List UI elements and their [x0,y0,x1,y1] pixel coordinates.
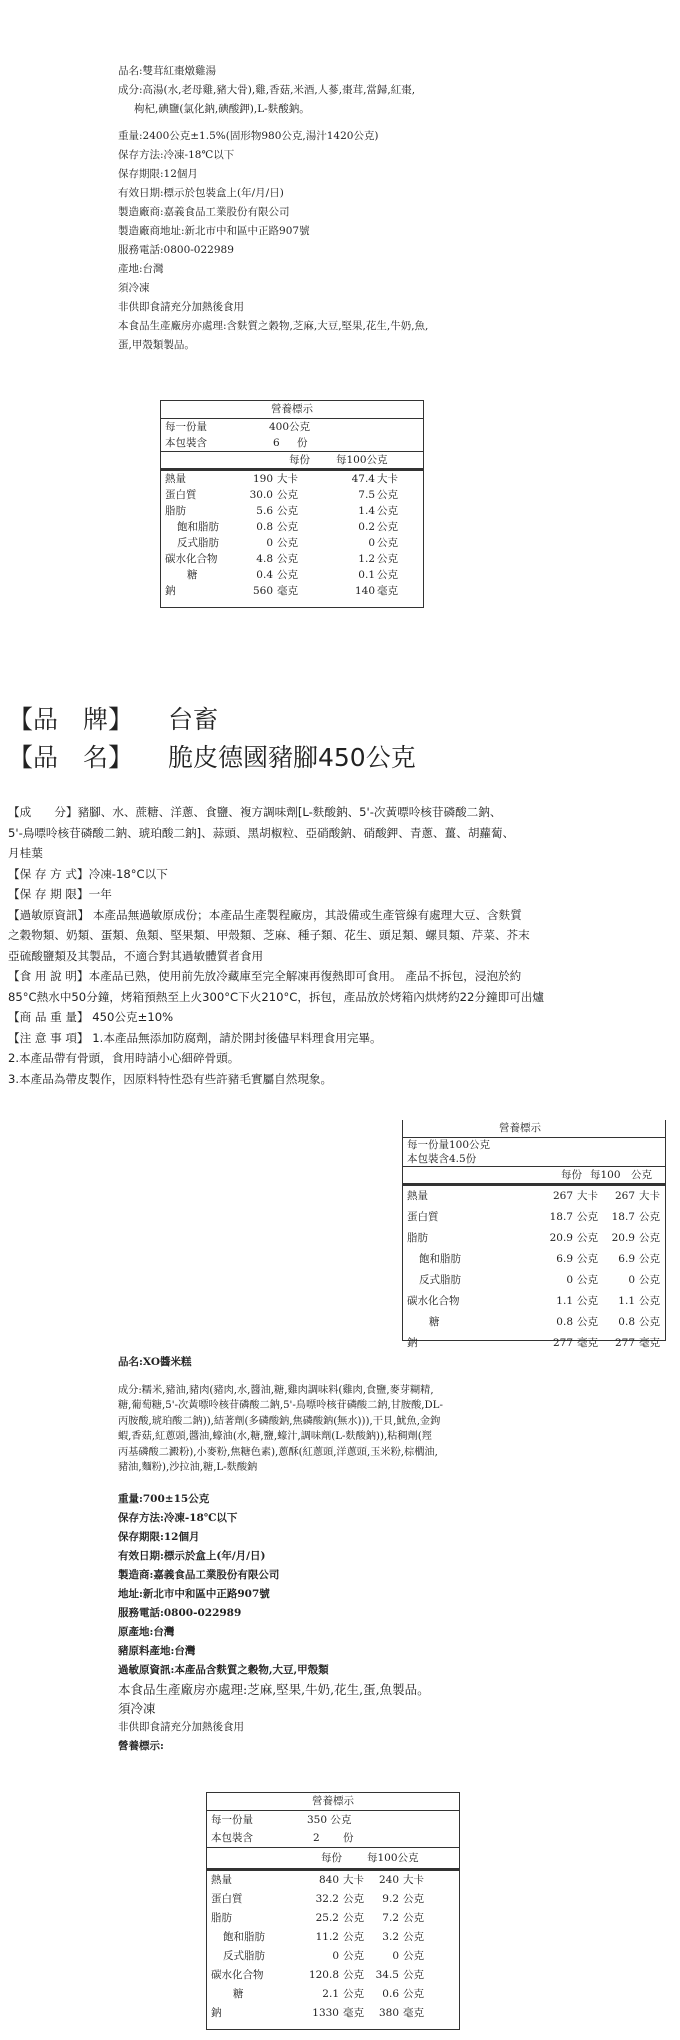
per-100-unit: 公克 [639,1232,660,1244]
info-line: 5'-鳥嘌呤核苷磷酸二鈉、琥珀酸二鈉]、蒜頭、黑胡椒粒、亞硝酸鈉、硝酸鉀、青蔥、薑、胡蘿蔔、 [8,825,515,840]
per-serving-value: 267 [552,1190,573,1202]
info-line: 地址:新北市中和區中正路907號 [118,1587,270,1600]
per-100-unit: 大卡 [639,1190,660,1202]
info-line: 枸杞,碘鹽(氯化鈉,碘酸鉀),L-麩酸鈉。 [134,103,310,115]
per-serving-unit: 公克 [277,505,298,517]
per-serving-unit: 公克 [577,1211,598,1223]
per-serving-unit: 公克 [577,1232,598,1244]
per-serving-value: 18.7 [549,1211,573,1223]
per-100-unit: 公克 [403,1931,424,1943]
per-100-unit: 公克 [403,1893,424,1905]
servings-row [161,435,423,451]
nutrient-name: 反式脂肪 [177,537,219,549]
per-serving-unit: 公克 [343,1950,364,1962]
pork-info-body [8,802,672,1089]
nutrition-row [161,487,423,503]
nutrition-row [161,471,423,487]
info-line: 85°C熱水中50分鐘，烤箱預熱至上火300°C下火210°C，拆包，產品放於烤箱內烘烤約22分鐘即可出爐 [8,989,544,1004]
per-100-value: 9.2 [382,1893,399,1905]
info-line: 服務電話:0800-022989 [118,1606,242,1619]
nutrition-row [403,1249,665,1270]
per-serving-unit: 公克 [343,1988,364,2000]
info-line: 服務電話:0800-022989 [118,244,234,256]
per-serving-unit: 毫克 [577,1337,598,1349]
info-line: 製造商:嘉義食品工業股份有限公司 [118,1568,280,1581]
nutrient-name: 糖 [187,569,198,581]
info-line: 須冷凍 [118,282,150,294]
serving-row [161,419,423,435]
info-line: 原產地:台灣 [118,1625,175,1638]
info-line-large: 本食品生產廠房亦處理:芝麻,堅果,牛奶,花生,蛋,魚製品。 [118,1681,430,1697]
per-100-value: 34.5 [375,1969,399,1981]
nutrient-name: 熱量 [165,473,186,485]
per-100-unit: 公克 [377,489,398,501]
info-line: 品名:雙茸紅棗燉雞湯 [118,65,217,77]
per-serving-unit: 公克 [577,1274,598,1286]
per-100-unit: 公克 [403,1969,424,1981]
per-100-unit: 公克 [639,1295,660,1307]
per-serving-unit: 毫克 [343,2007,364,2019]
per-serving-value: 6.9 [556,1253,573,1265]
info-line: 非供即食請充分加熱後食用 [118,301,244,313]
nutrition-row [161,503,423,519]
nutrient-name: 反式脂肪 [223,1950,265,1962]
nutrient-name: 熱量 [407,1190,428,1202]
nutrition-row [403,1228,665,1249]
servings-unit: 份 [343,1832,354,1844]
nutrition-row [403,1270,665,1291]
xo-info-lines [118,1355,588,1756]
per-serving-value: 840 [318,1874,339,1886]
per-100-value: 0.8 [618,1316,635,1328]
col-per-100: 每100公克 [367,1852,419,1864]
per-100-unit: 公克 [377,505,398,517]
nutrition-title: 營養標示 [403,1120,665,1138]
per-100-value: 7.2 [382,1912,399,1924]
per-serving-unit: 公克 [343,1931,364,1943]
per-100-unit: 公克 [377,537,398,549]
brand-label: 【品 牌】 [8,705,134,734]
per-serving-value: 560 [252,585,273,597]
servings-row [403,1152,665,1166]
per-100-unit: 毫克 [639,1337,660,1349]
serving-value: 400公克 [269,421,311,433]
per-100-unit: 公克 [377,521,398,533]
frozen-note: 須冷凍 [118,1700,156,1716]
nutrient-name: 熱量 [211,1874,232,1886]
per-serving-unit: 毫克 [277,585,298,597]
nutrition-row [161,519,423,535]
per-100-unit: 公克 [639,1253,660,1265]
nutrition-rows [161,471,423,599]
per-100-unit: 毫克 [403,2007,424,2019]
nutrient-name: 飽和脂肪 [177,521,219,533]
per-serving-unit: 公克 [577,1316,598,1328]
nutrient-name: 糖 [429,1316,440,1328]
info-line: 【過敏原資訊】 本產品無過敏原成份；本產品生產製程廠房，其設備或生產管線有處理大豆、含麩質 [8,907,522,922]
servings-label: 本包裝含 [211,1832,253,1844]
info-line: 有效日期:標示於盒上(年/月/日) [118,1549,266,1562]
per-100-value: 277 [614,1337,635,1349]
per-100-value: 0 [368,537,375,549]
nutrition-row [207,1928,459,1947]
per-serving-value: 30.0 [249,489,273,501]
nutrition-row [161,535,423,551]
per-100-value: 240 [378,1874,399,1886]
per-100-unit: 公克 [377,569,398,581]
serving-label: 每一份量100公克 [407,1139,491,1151]
nutrition-row [161,567,423,583]
per-serving-unit: 公克 [577,1295,598,1307]
info-line: 【注 意 事 項】 1.本產品無添加防腐劑，請於開封後儘早料理食用完畢。 [8,1030,382,1045]
nutrition-row [161,583,423,599]
brand-value: 台畜 [168,705,219,734]
nutrient-name: 碳水化合物 [211,1969,264,1981]
nutrition-table-pork [402,1120,666,1349]
nutrition-rows [403,1186,665,1354]
info-line: 產地:台灣 [118,263,164,275]
per-100-value: 0.1 [358,569,375,581]
per-serving-unit: 大卡 [577,1190,598,1202]
info-line: 2.本產品帶有骨頭，食用時請小心細碎骨頭。 [8,1051,240,1065]
info-line: 有效日期:標示於包裝盒上(年/月/日) [118,187,284,199]
nutrition-title: 營養標示 [207,1793,459,1811]
info-line: 【食 用 說 明】本產品已熟，使用前先放冷藏庫至完全解凍再復熱即可食用。 產品不拆包，浸泡於約 [8,969,522,983]
info-line: 保存期限:12個月 [118,1530,200,1543]
per-100-value: 6.9 [618,1253,635,1265]
per-100-unit: 毫克 [377,585,398,597]
per-100-value: 1.2 [358,553,375,565]
nutrition-table-xo [206,1792,460,2030]
ingredient-line: 丙基磷酸二澱粉),小麥粉,焦糖色素),蔥酥(紅蔥頭,洋蔥頭,玉米粉,棕櫚油, [118,1446,438,1458]
nutrition-title: 營養標示 [161,401,423,419]
info-line: 【成 分】豬腳、水、蔗糖、洋蔥、食鹽、複方調味劑[L-麩酸鈉、5'-次黃嘌呤核苷磷酸二鈉、 [8,805,502,819]
col-per-100: 每100公克 [336,454,388,466]
soup-info-lines [118,62,598,355]
per-serving-unit: 公克 [577,1253,598,1265]
nutrition-label: 營養標示: [118,1739,164,1752]
col-per-100: 每100 公克 [590,1169,653,1181]
per-serving-value: 0.8 [556,1316,573,1328]
nutrient-name: 脂肪 [407,1232,428,1244]
per-100-value: 7.5 [358,489,375,501]
info-line: 成分:高湯(水,老母雞,豬大骨),雞,香菇,米酒,人蔘,棗茸,當歸,紅棗, [118,84,416,96]
nutrition-row [207,1985,459,2004]
nutrient-name: 飽和脂肪 [419,1253,461,1265]
col-per-serving: 每份 [289,454,310,466]
nutrient-name: 糖 [233,1988,244,2000]
per-100-value: 47.4 [351,473,375,485]
ingredient-line: 豬油,麵粉),沙拉油,糖,L-麩酸鈉 [118,1462,258,1473]
per-serving-unit: 公克 [343,1893,364,1905]
nutrient-name: 蛋白質 [165,489,197,501]
nutrient-name: 蛋白質 [211,1893,243,1905]
nutrient-name: 鈉 [211,2007,222,2019]
nutrient-name: 鈉 [407,1337,418,1349]
per-100-value: 1.4 [358,505,375,517]
column-header-row [161,451,423,468]
serving-label: 每一份量 [211,1814,253,1826]
per-100-unit: 公克 [639,1274,660,1286]
per-100-value: 0.2 [358,521,375,533]
serving-value: 350 公克 [307,1814,352,1826]
col-per-serving: 每份 [321,1852,342,1864]
per-serving-unit: 公克 [277,489,298,501]
per-serving-value: 277 [552,1337,573,1349]
info-line: 重量:700±15公克 [118,1492,210,1505]
per-serving-value: 4.8 [256,553,273,565]
per-serving-value: 0.4 [256,569,273,581]
per-100-unit: 公克 [403,1912,424,1924]
nutrient-name: 飽和脂肪 [223,1931,265,1943]
per-100-unit: 大卡 [403,1874,424,1886]
name-label: 【品 名】 [8,743,134,772]
nutrient-name: 鈉 [165,585,176,597]
nutrition-row [207,1947,459,1966]
per-100-value: 0.6 [382,1988,399,2000]
per-serving-value: 1.1 [556,1295,573,1307]
info-line: 製造廠商地址:新北市中和區中正路907號 [118,225,310,237]
per-serving-value: 120.8 [308,1969,339,1981]
per-100-value: 140 [354,585,375,597]
info-line: 3.本產品為帶皮製作，因原料特性恐有些許豬毛實屬自然現象。 [8,1071,333,1086]
servings-value: 2 [313,1832,320,1844]
per-serving-value: 11.2 [315,1931,339,1943]
per-100-unit: 公克 [403,1988,424,2000]
serving-row [207,1811,459,1829]
per-serving-unit: 公克 [343,1912,364,1924]
servings-unit: 份 [297,437,308,449]
servings-row [207,1829,459,1847]
per-serving-value: 1330 [312,2007,339,2019]
nutrient-name: 碳水化合物 [165,553,218,565]
nutrition-row [403,1291,665,1312]
info-line: 保存方法:冷凍-18℃以下 [118,1511,238,1524]
per-serving-value: 0 [566,1274,573,1286]
servings-label: 本包裝含 [165,437,207,449]
servings-value: 6 [273,437,280,449]
per-100-unit: 公克 [377,553,398,565]
info-line: 【保 存 方 式】冷凍-18°C以下 [8,866,168,881]
per-100-value: 1.1 [618,1295,635,1307]
column-header-row [403,1166,665,1183]
info-line: 月桂葉 [8,846,43,860]
info-line: 豬原料產地:台灣 [118,1644,196,1657]
serving-label: 每一份量 [165,421,207,433]
per-serving-value: 190 [252,473,273,485]
per-serving-unit: 公克 [343,1969,364,1981]
info-line: 【商 品 重 量】 450公克±10% [8,1010,174,1024]
info-line: 保存方法:冷凍-18℃以下 [118,149,235,161]
per-100-value: 0 [628,1274,635,1286]
nutrient-name: 蛋白質 [407,1211,439,1223]
nutrition-row [161,551,423,567]
per-serving-value: 2.1 [322,1988,339,2000]
nutrition-row [403,1207,665,1228]
name-value: 脆皮德國豬腳450公克 [168,743,416,772]
nutrition-row [403,1186,665,1207]
per-serving-value: 0 [266,537,273,549]
nutrition-row [207,1909,459,1928]
per-serving-unit: 公克 [277,569,298,581]
ingredient-line: 丙胺酸,琥珀酸二鈉)),結著劑(多磷酸鈉,焦磷酸鈉(無水))),干貝,魷魚,金鉤 [118,1415,441,1427]
nutrition-row [207,1871,459,1890]
info-line: 亞硫酸鹽類及其製品，不適合對其過敏體質者食用 [8,948,264,963]
info-line: 蛋,甲殼類製品。 [118,339,195,351]
nutrition-row [207,1966,459,1985]
per-100-unit: 大卡 [377,473,398,485]
per-100-value: 3.2 [382,1931,399,1943]
per-100-unit: 公克 [639,1211,660,1223]
nutrition-table-soup [160,400,424,608]
per-100-value: 267 [614,1190,635,1202]
nutrient-name: 反式脂肪 [419,1274,461,1286]
column-header-row [207,1847,459,1868]
info-line: 製造廠商:嘉義食品工業股份有限公司 [118,206,290,218]
per-100-value: 20.9 [611,1232,635,1244]
info-line: 保存期限:12個月 [118,168,198,180]
nutrient-name: 脂肪 [165,505,186,517]
nutrition-row [207,2004,459,2023]
ingredient-line: 成分:糯米,豬油,豬肉(豬肉,水,醬油,糖,雞肉調味料(雞肉,食鹽,麥芽糊精, [118,1384,434,1396]
info-line: 本食品生產廠房亦處理:含麩質之穀物,芝麻,大豆,堅果,花生,牛奶,魚, [118,320,429,332]
per-100-value: 0 [392,1950,399,1962]
nutrition-row [207,1890,459,1909]
per-serving-unit: 公克 [277,537,298,549]
per-serving-value: 32.2 [315,1893,339,1905]
ingredient-line: 糖,葡萄糖,5'-次黃嘌呤核苷磷酸二鈉,5'-鳥嘌呤核苷磷酸二鈉,甘胺酸,DL- [118,1400,443,1411]
serving-row [403,1138,665,1152]
nutrition-rows [207,1871,459,2023]
per-serving-unit: 大卡 [343,1874,364,1886]
servings-label: 本包裝含4.5份 [407,1153,477,1165]
nutrient-name: 脂肪 [211,1912,232,1924]
per-100-value: 380 [378,2007,399,2019]
per-serving-value: 20.9 [549,1232,573,1244]
per-100-value: 18.7 [611,1211,635,1223]
per-serving-unit: 公克 [277,553,298,565]
product-title: 品名:XO醬米糕 [118,1356,192,1368]
per-serving-value: 0 [332,1950,339,1962]
heat-note: 非供即食請充分加熱後食用 [118,1720,244,1733]
ingredient-line: 蝦,香菇,紅蔥頭,醬油,蠔油(水,糖,鹽,蠔汁,調味劑(L-麩酸鈉)),粘稠劑(羥 [118,1431,432,1442]
per-100-unit: 公克 [639,1316,660,1328]
nutrition-row [403,1312,665,1333]
per-serving-value: 5.6 [256,505,273,517]
info-line: 重量:2400公克±1.5%(固形物980公克,湯汁1420公克) [118,130,379,142]
per-100-unit: 公克 [403,1950,424,1962]
info-line: 過敏原資訊:本產品含麩質之穀物,大豆,甲殼類 [118,1663,329,1676]
nutrient-name: 碳水化合物 [407,1295,460,1307]
info-line: 【保 存 期 限】一年 [8,887,112,901]
nutrition-row [403,1333,665,1354]
per-serving-unit: 大卡 [277,473,298,485]
per-serving-value: 25.2 [315,1912,339,1924]
per-serving-value: 0.8 [256,521,273,533]
info-line: 之穀物類、奶類、蛋類、魚類、堅果類、甲殼類、芝麻、種子類、花生、頭足類、螺貝類、芹菜、芥末 [8,928,530,942]
per-serving-unit: 公克 [277,521,298,533]
col-per-serving: 每份 [561,1169,582,1181]
